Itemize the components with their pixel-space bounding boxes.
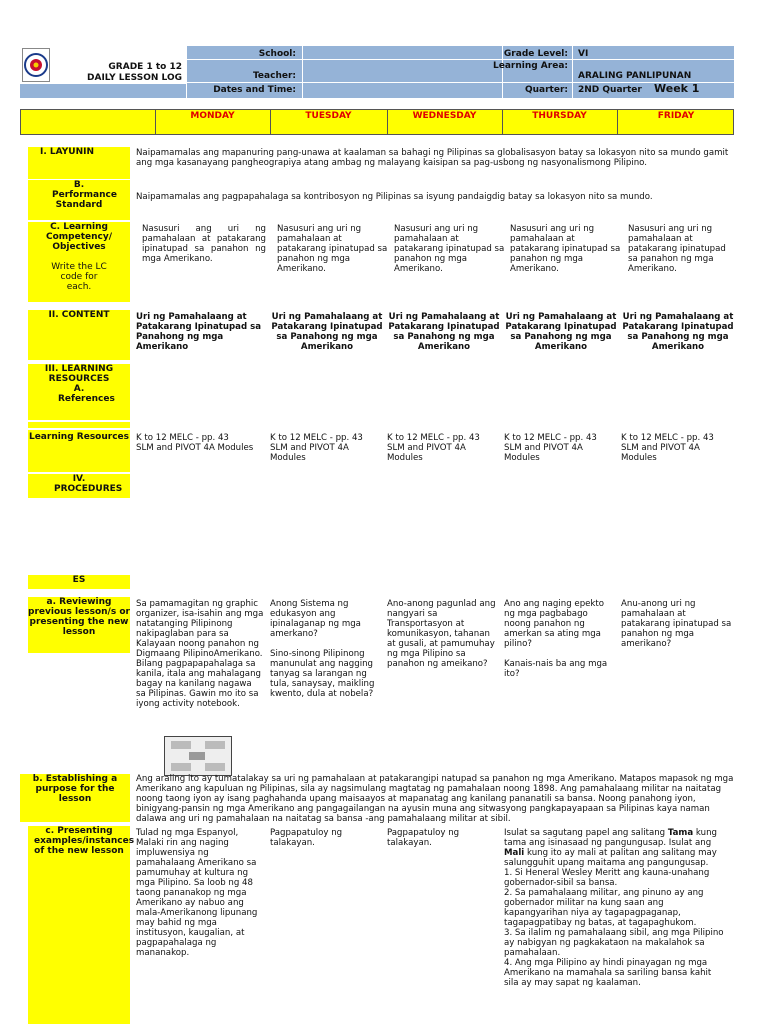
layunin-label: I. LAYUNIN [28,147,130,179]
present-mon: Tulad ng mga Espanyol, Malaki rin ang naging impluwensiya ng pamahalaang Amerikano sa pamumuhay at kultura ng mga Pilipino. Sa loob ng 48 taong pananakop ng mga Amerikano ay nabuo ang mala-Amerikanong lipunang may bahid ng mga institusyon, kaugalian, at pagpapahalaga ng mananakop. [136,828,258,958]
present-wed: Pagpapatuloy ng talakayan. [387,828,460,848]
day-wednesday: WEDNESDAY [412,111,477,121]
grade-label: Grade Level: [503,49,568,59]
lr-tue: K to 12 MELC - pp. 43 SLM and PIVOT 4A Modules [270,433,363,463]
content-tue: Uri ng Pamahalaang at Patakarang Ipinatupad sa Panahong ng mga Amerikano [271,312,383,352]
competency-note: Write the LC code for each. [51,262,107,292]
competency-label-cell [28,222,130,302]
competency-thu: Nasusuri ang uri ng pamahalaan at patakarang ipinatupad sa panahon ng mga Amerikano. [510,224,621,274]
lr-wed: K to 12 MELC - pp. 43 SLM and PIVOT 4A Modules [387,433,480,463]
quarter-value: 2ND Quarter [578,85,642,95]
present-thu-instructions: Isulat sa sagutang papel ang salitang Tama kung tama ang isinasaad ng pangungusap. Isulat ang Mali kung ito ay mali at palitan ang salitang may salungguhit upang maitama ang pangungusap. [504,828,717,868]
present-tue: Pagpapatuloy ng talakayan. [270,828,343,848]
day-friday: FRIDAY [657,111,695,121]
performance-label: B. Performance Standard [28,180,130,220]
present-thu-item-3: 3. Sa ilalim ng pamahalaang sibil, ang mga Pilipino ay nabigyan ng pagkakataon na makalahok sa pamahalaan. [504,928,724,958]
grade-value: VI [578,49,589,59]
present-thu-item-4: 4. Ang mga Pilipino ay hindi pinayagan ng mga Amerikano na mamahala sa sariling bansa kahit sila ay may sapat ng kaalaman. [504,958,712,988]
quarter-label: Quarter: [524,85,568,95]
review-mon: Sa pamamagitan ng graphic organizer, isa-isahin ang mga natatanging Pilipinong nakipaglaban para sa Kalayaan noong panahon ng Digmaang PilipinoAmerikano. Bilang pagpapapahalaga sa kanila, itala ang mahalagang bagay na kanilang nagawa sa Pilipinas. Gawin mo ito sa iyong activity notebook. [136,599,264,709]
resources-label: III. LEARNING RESOURCES [44,364,114,384]
competency-tue: Nasusuri ang uri ng pamahalaan at patakarang ipinatupad sa panahon ng mga Amerikano. [277,224,388,274]
review-thu: Ano ang naging epekto ng mga pagbabago noong panahon ng amerkan sa ating mga pilino? Kanais-nais ba ang mga ito? [504,599,608,679]
present-thu [504,828,726,1024]
deped-seal-icon [22,48,50,82]
lr-mon: K to 12 MELC - pp. 43 SLM and PIVOT 4A Modules [136,433,254,453]
day-tuesday: TUESDAY [305,111,352,121]
area-label: Learning Area: [492,61,568,71]
purpose-text: Ang araling ito ay tumatalakay sa uri ng pamahalaan at patakarangipi natupad sa panahon ng mga Amerikano. Matapos mapasok ng mga Amerikano ang kapuluan ng Pilipinas, sila ay nagsimulang magtatag ng pamahalaan noong 1898. Ang pamahalaang militar na naitatag noong taong iyon ay isang paghahanda upang maisaayos at mapanatag ang kanilang pananatili sa bansa. Noong panahong iyon, binigyang-pansin ng mga Amerikano ang pangagailangan na ayusin muna ang sitwasyong pangkapayapaan sa Pilipinas kaya naman dalawa ang uri ng pamahalaan na naitatag sa bansa -ang pamahalaang militar at sibil. [136,774,734,824]
area-value: ARALING PANLIPUNAN [578,71,692,81]
competency-mon: Nasusuri ang uri ng pamahalaan at patakarang ipinatupad sa panahon ng mga Amerikano. [142,224,266,264]
teacher-label: Teacher: [252,71,296,81]
present-label: c. Presenting examples/instances of the new lesson [34,826,135,856]
title-line2: DAILY LESSON LOG [87,73,182,83]
review-wed: Ano-anong pagunlad ang nangyari sa Transportasyon at komunikasyon, tahanan at gusali, at pamumuhay ng mga Pilipino sa panahon ng ameikano? [387,599,496,669]
review-tue: Anong Sistema ng edukasyon ang ipinalaganap ng mga amerkano? Sino-sinong Pilipinong manunulat ang nagging tanyag sa larangan ng tula, sanaysay, maikling kwento, dula at nobela? [270,599,375,699]
day-monday: MONDAY [190,111,235,121]
references-label: A. References [58,384,115,404]
graphic-organizer-image [164,736,232,776]
layunin-text: Naipamamalas ang mapanuring pang-unawa at kaalaman sa bahagi ng Pilipinas sa globalisasyon batay sa lokasyon nito sa mundo gamit ang mga kasanayang pangheograpiya atang ambag ng malayang kaisipan sa pag-usbong ng nasyonalismong Pilipino. [136,148,729,168]
competency-fri: Nasusuri ang uri ng pamahalaan at patakarang ipinatupad sa panahon ng mga Amerikano. [628,224,726,274]
dates-label: Dates and Time: [213,85,296,95]
lr-fri: K to 12 MELC - pp. 43 SLM and PIVOT 4A Modules [621,433,714,463]
present-thu-item-1: 1. Si Heneral Wesley Meritt ang kauna-unahang gobernador-sibil sa bansa. [504,868,710,888]
day-thursday: THURSDAY [532,111,587,121]
content-wed: Uri ng Pamahalaang at Patakarang Ipinatupad sa Panahong ng mga Amerikano [388,312,500,352]
present-thu-item-2: 2. Sa pamahalaang militar, ang pinuno ay ang gobernador militar na kung saan ang kapangyarihan niya ay tagapagpaganap, tagapagpatibay ng batas, at tagapaghukom. [504,888,704,928]
lr-label: Learning Resources [28,430,130,472]
content-label: II. CONTENT [28,310,130,360]
performance-text: Naipamamalas ang pagpapahalaga sa kontribosyon ng Pilipinas sa isyung pandaigdig batay sa lokasyon nito sa mundo. [136,192,653,202]
week-value: Week 1 [654,82,700,95]
purpose-label: b. Establishing a purpose for the lesson [20,774,130,822]
content-mon: Uri ng Pamahalaang at Patakarang Ipinatupad sa Panahong ng mga Amerikano [136,312,262,352]
review-fri: Anu-anong uri ng pamahalaan at patakarang ipinatupad sa panahon ng mga amerikano? [621,599,732,649]
resources-label-cell [28,364,130,420]
content-thu: Uri ng Pamahalaang at Patakarang Ipinatupad sa Panahong ng mga Amerikano [505,312,617,352]
school-label: School: [258,49,296,59]
procedures-tail: ES [28,575,130,589]
day-header-row [20,109,734,135]
title-line1: GRADE 1 to 12 [108,62,182,72]
procedures-label: IV. PROCEDURES [28,474,130,498]
present-label-cell [28,826,135,1024]
content-fri: Uri ng Pamahalaang at Patakarang Ipinatupad sa Panahong ng mga Amerikano [622,312,734,352]
review-label: a. Reviewing previous lesson/s or presenting the new lesson [28,597,130,653]
lr-thu: K to 12 MELC - pp. 43 SLM and PIVOT 4A Modules [504,433,597,463]
competency-label: C. Learning Competency/ Objectives [45,222,112,252]
competency-wed: Nasusuri ang uri ng pamahalaan at patakarang ipinatupad sa panahon ng mga Amerikano. [394,224,505,274]
